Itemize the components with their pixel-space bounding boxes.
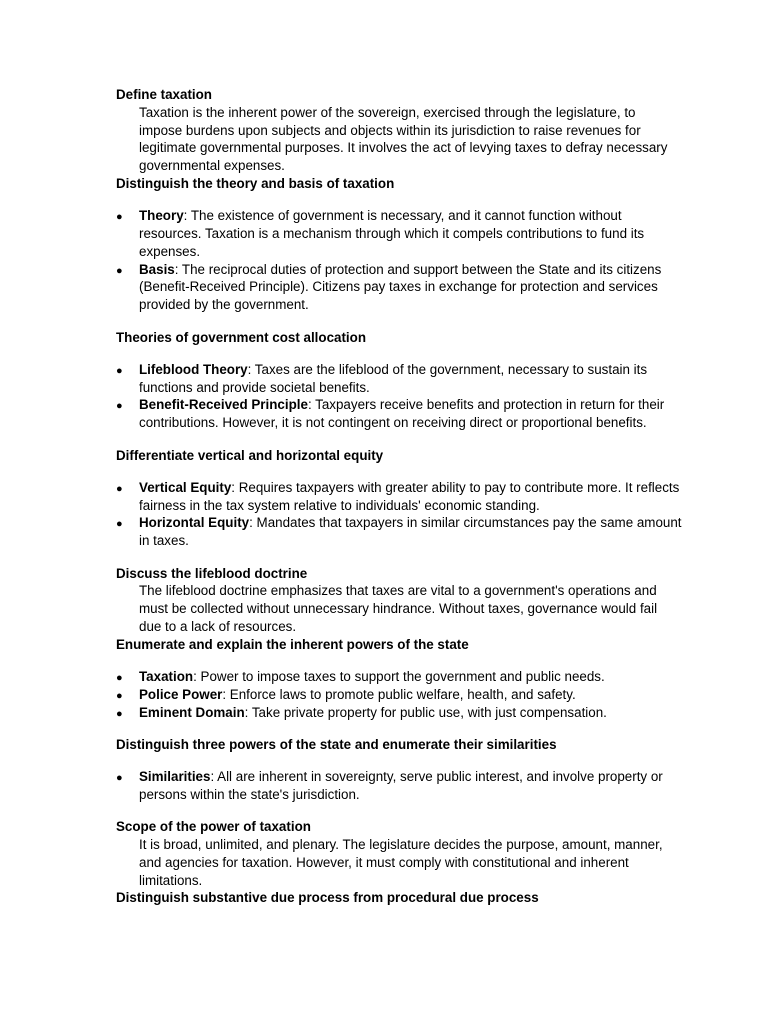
bullet-term: Taxation: [139, 669, 194, 685]
document-page: [116, 86, 682, 907]
section-heading: Enumerate and explain the inherent powers of the state: [116, 636, 469, 652]
bullet-text: : Enforce laws to promote public welfare, health, and safety.: [222, 686, 576, 702]
list-item: [116, 686, 682, 704]
bullet-icon: [116, 514, 128, 534]
section-heading: Distinguish substantive due process from procedural due process: [116, 890, 539, 906]
bullet-icon: [116, 261, 128, 281]
bullet-list: [116, 479, 682, 550]
section-paragraph: The lifeblood doctrine emphasizes that taxes are vital to a government's operations and must be collected without unnecessary hindrance. Without taxes, governance would fail due to a lack of resources.: [139, 583, 658, 634]
bullet-text: : All are inherent in sovereignty, serve public interest, and involve property or persons within the state's jurisdiction.: [139, 769, 663, 802]
bullet-term: Horizontal Equity: [139, 515, 250, 531]
bullet-term: Theory: [139, 208, 184, 224]
section-heading: Differentiate vertical and horizontal equity: [116, 447, 384, 463]
list-item: [116, 261, 682, 314]
list-item: [116, 668, 682, 686]
bullet-term: Eminent Domain: [139, 704, 245, 720]
bullet-text: : Take private property for public use, with just compensation.: [244, 704, 607, 720]
bullet-icon: [116, 768, 128, 788]
bullet-text: : Power to impose taxes to support the government and public needs.: [193, 669, 605, 685]
bullet-text: : Mandates that taxpayers in similar circumstances pay the same amount in taxes.: [139, 515, 682, 549]
bullet-term: Similarities: [139, 769, 211, 785]
section-heading: Discuss the lifeblood doctrine: [116, 565, 308, 581]
bullet-term: Lifeblood Theory: [139, 361, 248, 377]
bullet-icon: [116, 396, 128, 416]
bullet-text: : Requires taxpayers with greater ability to pay to contribute more. It reflects fairness in the tax system relative to individuals' economic standing.: [139, 479, 680, 513]
bullet-text: : The existence of government is necessary, and it cannot function without resources. Taxation is a mechanism through which it compels contributions to fund its expenses.: [139, 208, 645, 259]
list-item: [116, 768, 682, 804]
list-item: [116, 361, 682, 397]
bullet-text: : Taxpayers receive benefits and protection in return for their contributions. However, it is not contingent on receiving direct or proportional benefits.: [139, 397, 665, 431]
bullet-term: Basis: [139, 261, 175, 277]
section-heading: Distinguish the theory and basis of taxation: [116, 175, 395, 191]
section-paragraph: Taxation is the inherent power of the sovereign, exercised through the legislature, to impose burdens upon subjects and objects within its jurisdiction to raise revenues for legitimate governmental purposes. It involves the act of levying taxes to defray necessary governmental expenses.: [139, 104, 668, 174]
list-item: [116, 704, 682, 722]
list-item: [116, 514, 682, 550]
bullet-icon: [116, 704, 128, 724]
section-heading: Distinguish three powers of the state and enumerate their similarities: [116, 736, 557, 752]
section-paragraph: It is broad, unlimited, and plenary. The legislature decides the purpose, amount, manner, and agencies for taxation. However, it must comply with constitutional and inherent limitations.: [139, 837, 663, 888]
bullet-text: : Taxes are the lifeblood of the government, necessary to sustain its functions and provide societal benefits.: [139, 361, 648, 395]
bullet-icon: [116, 479, 128, 499]
list-item: [116, 396, 682, 432]
bullet-list: [116, 361, 682, 432]
bullet-list: [116, 768, 682, 804]
bullet-icon: [116, 207, 128, 227]
bullet-term: Benefit-Received Principle: [139, 397, 308, 413]
section-heading: Scope of the power of taxation: [116, 819, 311, 835]
section-heading: Theories of government cost allocation: [116, 329, 367, 345]
list-item: [116, 479, 682, 515]
bullet-list: [116, 668, 682, 721]
bullet-text: : The reciprocal duties of protection and support between the State and its citizens (Benefit-Received Principle). Citizens pay taxes in exchange for protection and services provided by the government.: [139, 261, 662, 313]
bullet-term: Vertical Equity: [139, 479, 232, 495]
bullet-term: Police Power: [139, 686, 223, 702]
list-item: [116, 207, 682, 260]
bullet-icon: [116, 361, 128, 381]
section-heading: Define taxation: [116, 87, 212, 102]
bullet-list: [116, 207, 682, 314]
